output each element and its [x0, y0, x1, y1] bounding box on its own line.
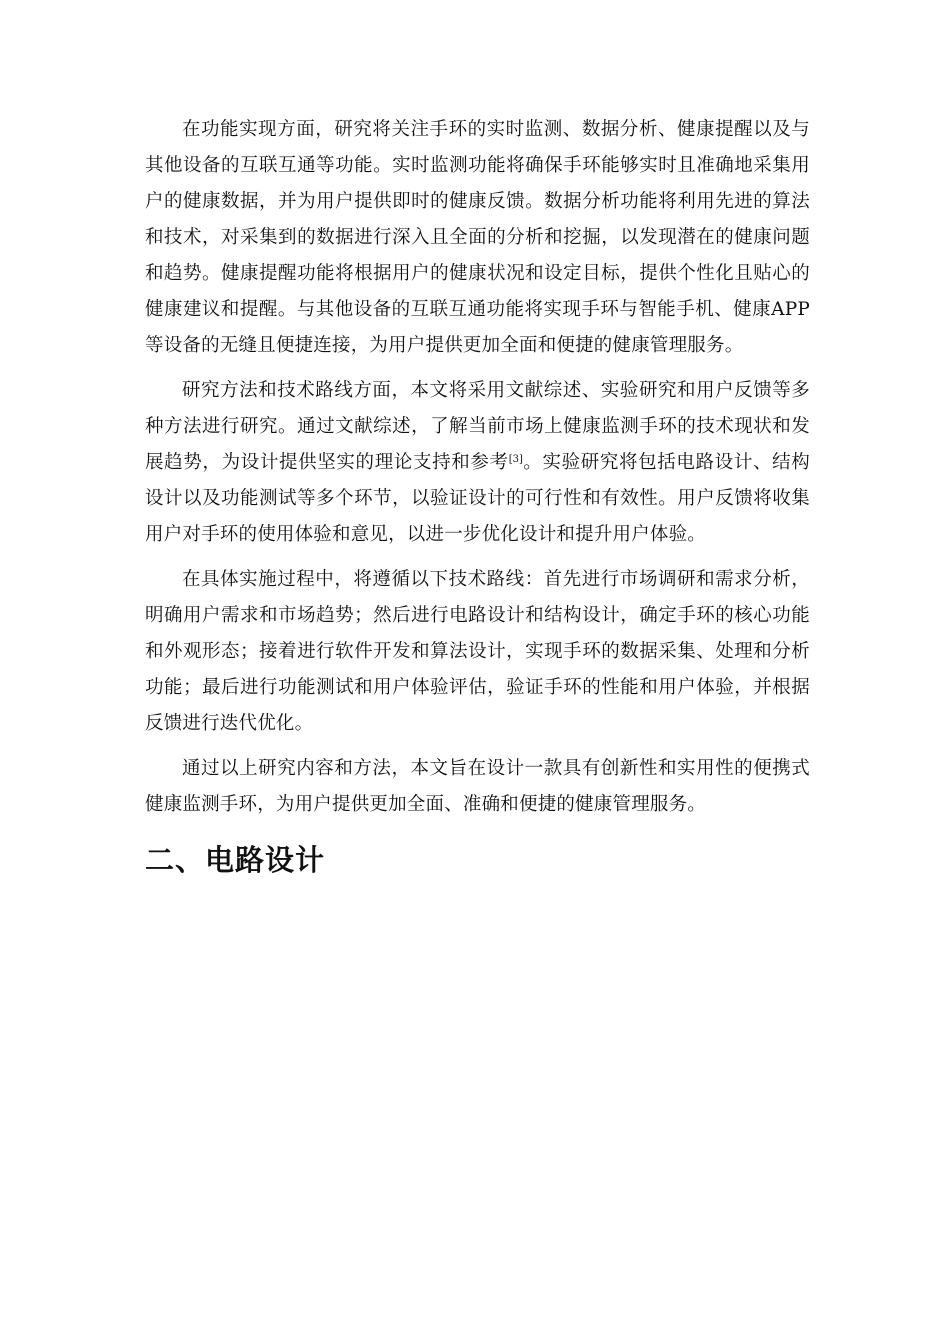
section-heading: 二、电路设计	[145, 843, 326, 877]
paragraph-research-methods	[145, 373, 810, 553]
paragraph-technical-route: 在具体实施过程中，将遵循以下技术路线：首先进行市场调研和需求分析，明确用户需求和市场趋势；然后进行电路设计和结构设计，确定手环的核心功能和外观形态；接着进行软件开发和算法设计，实现手环的数据采集、处理和分析功能；最后进行功能测试和用户体验评估，验证手环的性能和用户体验，并根据反馈进行迭代优化。	[145, 569, 810, 734]
paragraph-text-before-citation: 研究方法和技术路线方面，本文将采用文献综述、实验研究和用户反馈等多种方法进行研究。通过文献综述，了解当前市场上健康监测手环的技术现状和发展趋势，为设计提供坚实的理论支持和参考	[145, 380, 810, 473]
citation-reference: [3]	[508, 454, 523, 465]
paragraph-function-implementation: 在功能实现方面，研究将关注手环的实时监测、数据分析、健康提醒以及与其他设备的互联互通等功能。实时监测功能将确保手环能够实时且准确地采集用户的健康数据，并为用户提供即时的健康反馈。数据分析功能将利用先进的算法和技术，对采集到的数据进行深入且全面的分析和挖掘，以发现潜在的健康问题和趋势。健康提醒功能将根据用户的健康状况和设定目标，提供个性化且贴心的健康建议和提醒。与其他设备的互联互通功能将实现手环与智能手机、健康APP等设备的无缝且便捷连接，为用户提供更加全面和便捷的健康管理服务。	[145, 119, 810, 356]
paragraph-conclusion: 通过以上研究内容和方法，本文旨在设计一款具有创新性和实用性的便携式健康监测手环，为用户提供更加全面、准确和便捷的健康管理服务。	[145, 758, 810, 815]
document-page	[145, 112, 810, 880]
paragraph-text-after-citation: 。实验研究将包括电路设计、结构设计以及功能测试等多个环节，以验证设计的可行性和有效性。用户反馈将收集用户对手环的使用体验和意见，以进一步优化设计和提升用户体验。	[145, 452, 810, 545]
